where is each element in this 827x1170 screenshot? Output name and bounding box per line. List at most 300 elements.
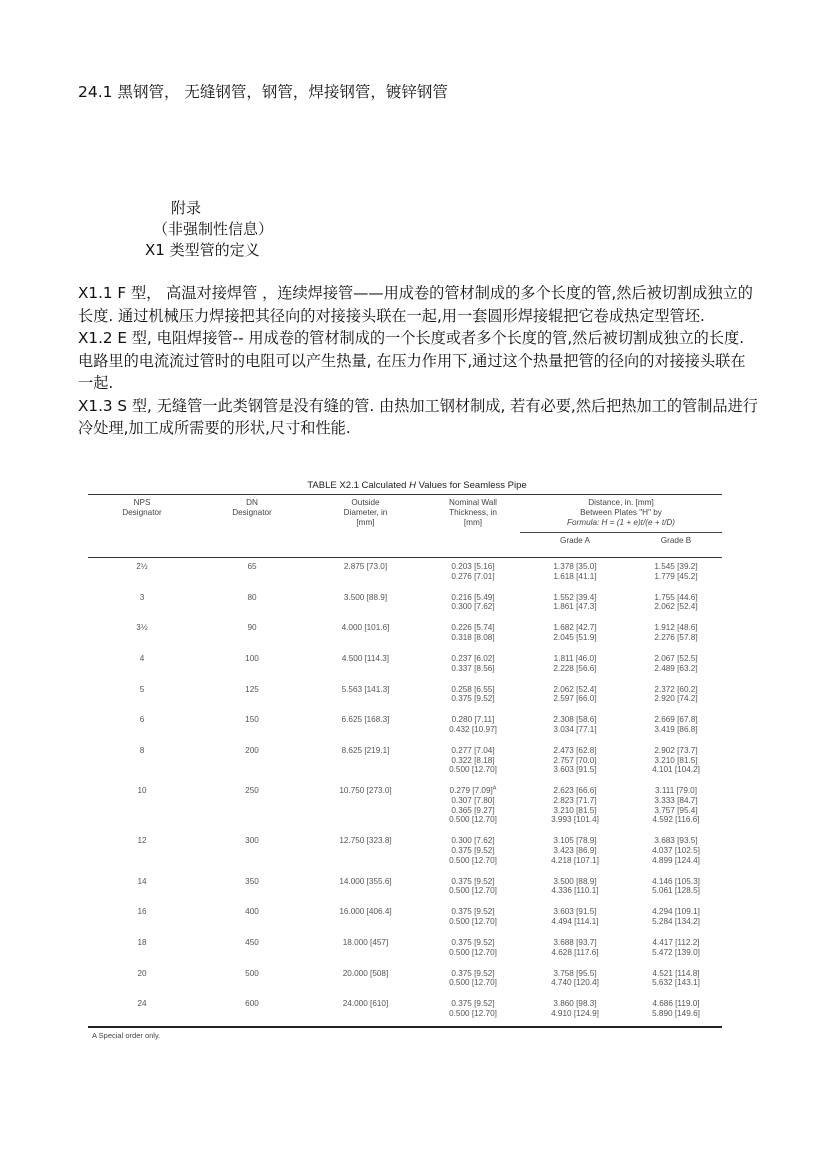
cell-wall-thickness-value	[423, 623, 523, 633]
cell-wall-thickness-value	[423, 756, 523, 766]
cell-text: 0.375 [9.52]	[451, 845, 495, 855]
cell-wall-thickness	[423, 715, 523, 734]
cell-text: 2.757 [70.0]	[553, 755, 597, 765]
table-footnote: A Special order only.	[92, 1031, 161, 1040]
cell-grade-a	[520, 938, 630, 957]
cell-dn: 600	[245, 999, 259, 1009]
cell-grade-b-value	[630, 907, 722, 917]
cell-text: 3.603 [91.5]	[553, 765, 597, 775]
table-row	[88, 715, 722, 746]
cell-wall-thickness-value	[423, 938, 523, 948]
cell-wall-thickness	[423, 907, 523, 926]
header-text: Designator	[122, 508, 162, 517]
cell-text: 3.757 [95.4]	[654, 805, 698, 815]
cell-grade-a-value	[520, 836, 630, 846]
definition-x1-2: X1.2 E 型, 电阻焊接管-- 用成卷的管材制成的一个长度或者多个长度的管,然后被切割成独立的长度.电路里的电流流过管时的电阻可以产生热量, 在压力作用下,通过这个热量把管的径向的对接接头联在一起.	[78, 329, 746, 392]
cell-text: 4.899 [124.4]	[652, 855, 700, 865]
cell-wall-thickness	[423, 654, 523, 673]
cell-grade-b-value	[630, 572, 722, 582]
cell-text: 0.375 [9.52]	[451, 999, 495, 1009]
cell-grade-b-value	[630, 756, 722, 766]
cell-grade-a-value	[520, 633, 630, 643]
cell-outside-diameter: 20.000 [508]	[342, 968, 389, 978]
cell-text: 1.755 [44.6]	[654, 592, 698, 602]
table-row	[88, 593, 722, 624]
cell-grade-a	[520, 969, 630, 988]
table-row	[88, 938, 722, 969]
cell-nps: 8	[139, 746, 145, 756]
cell-dn: 350	[245, 876, 259, 886]
cell-grade-b	[630, 746, 722, 775]
cell-grade-b-value	[630, 806, 722, 816]
cell-text: 0.277 [7.04]	[451, 746, 495, 756]
header-text: NPS	[133, 498, 151, 507]
cell-text: 0.216 [5.49]	[451, 592, 495, 602]
cell-text: 2.473 [62.8]	[553, 746, 597, 756]
cell-text: 4.628 [117.6]	[551, 947, 599, 957]
definitions	[78, 282, 758, 440]
cell-grade-b-value	[630, 623, 722, 633]
cell-grade-b-value	[630, 948, 722, 958]
cell-text: 0.500 [12.70]	[449, 1008, 497, 1018]
cell-grade-b-value	[630, 796, 722, 806]
cell-wall-thickness	[423, 562, 523, 581]
header-dn	[196, 498, 308, 518]
table-row	[88, 623, 722, 654]
cell-text: 0.500 [12.70]	[449, 855, 497, 865]
cell-grade-b-value	[630, 815, 722, 825]
cell-grade-b-value	[630, 664, 722, 674]
cell-dn: 300	[245, 836, 259, 846]
cell-text: 2.623 [66.6]	[553, 786, 597, 796]
cell-text: 2.597 [66.0]	[553, 694, 597, 704]
cell-grade-a	[520, 786, 630, 824]
cell-wall-thickness-value	[423, 746, 523, 756]
cell-wall-thickness-value	[423, 907, 523, 917]
header-formula: Formula: H = (1 + e)t/(e + t/D)	[566, 518, 676, 527]
cell-text: 2.669 [67.8]	[654, 715, 698, 725]
cell-text: 0.375 [9.52]	[451, 694, 495, 704]
cell-text: 3.333 [84.7]	[654, 796, 698, 806]
cell-text: 0.276 [7.01]	[451, 571, 495, 581]
cell-dn: 200	[245, 746, 259, 756]
cell-dn: 80	[247, 592, 257, 602]
cell-grade-a-value	[520, 999, 630, 1009]
cell-text: 2.228 [56.6]	[553, 663, 597, 673]
cell-text: 3.500 [88.9]	[553, 876, 597, 886]
cell-grade-a-value	[520, 664, 630, 674]
cell-text: 0.300 [7.62]	[451, 602, 495, 612]
cell-grade-a-value	[520, 756, 630, 766]
cell-text: 4.686 [119.0]	[652, 999, 700, 1009]
cell-text: 3.758 [95.5]	[553, 968, 597, 978]
cell-wall-thickness-value	[423, 917, 523, 927]
cell-text: 4.494 [114.1]	[551, 916, 599, 926]
cell-wall-thickness	[423, 836, 523, 865]
table-bottom-rule	[88, 1026, 722, 1028]
cell-grade-a	[520, 685, 630, 704]
table-row	[88, 786, 722, 836]
cell-text: 2.372 [60.2]	[654, 684, 698, 694]
cell-grade-a	[520, 746, 630, 775]
cell-text: 2.489 [63.2]	[654, 663, 698, 673]
cell-dn: 500	[245, 968, 259, 978]
cell-text: 0.237 [6.02]	[451, 654, 495, 664]
table-header-rule	[88, 557, 722, 558]
cell-wall-thickness-value	[423, 562, 523, 572]
footnote-marker: A	[492, 785, 497, 792]
cell-grade-a-value	[520, 654, 630, 664]
cell-grade-b	[630, 593, 722, 612]
cell-grade-b-value	[630, 846, 722, 856]
cell-text: 4.740 [120.4]	[551, 978, 599, 988]
cell-outside-diameter: 3.500 [88.9]	[343, 592, 388, 602]
cell-grade-b-value	[630, 694, 722, 704]
header-text: Outside	[351, 498, 380, 507]
cell-grade-b	[630, 969, 722, 988]
cell-grade-b	[630, 715, 722, 734]
cell-text: 3.688 [93.7]	[553, 937, 597, 947]
cell-nps: 20	[137, 968, 147, 978]
cell-text: 0.258 [6.55]	[451, 684, 495, 694]
cell-outside-diameter: 8.625 [219.1]	[341, 746, 390, 756]
cell-wall-thickness-value	[423, 572, 523, 582]
cell-text: 2.045 [51.9]	[553, 632, 597, 642]
cell-text: 4.037 [102.5]	[652, 845, 700, 855]
cell-text: 5.632 [143.1]	[652, 978, 700, 988]
appendix-section-title: X1 类型管的定义	[145, 241, 260, 259]
table-row	[88, 836, 722, 876]
cell-grade-b	[630, 786, 722, 824]
cell-grade-b	[630, 999, 722, 1018]
cell-text: 1.811 [46.0]	[553, 654, 597, 664]
appendix-subtitle: （非强制性信息）	[153, 220, 274, 238]
cell-wall-thickness	[423, 786, 523, 824]
cell-text: 0.365 [9.27]	[451, 805, 495, 815]
cell-grade-b-value	[630, 746, 722, 756]
cell-text: 3.423 [86.9]	[553, 845, 597, 855]
cell-text: 3.111 [79.0]	[654, 786, 698, 796]
cell-dn: 400	[245, 907, 259, 917]
cell-text: 0.375 [9.52]	[451, 968, 495, 978]
cell-grade-b-value	[630, 715, 722, 725]
cell-wall-thickness-value	[423, 969, 523, 979]
cell-grade-a-value	[520, 978, 630, 988]
cell-text: 4.294 [109.1]	[652, 907, 700, 917]
cell-text: 0.500 [12.70]	[449, 815, 497, 825]
cell-dn: 250	[245, 786, 259, 796]
cell-grade-a-value	[520, 725, 630, 735]
cell-wall-thickness	[423, 685, 523, 704]
header-distance	[520, 498, 722, 528]
cell-grade-b-value	[630, 978, 722, 988]
cell-wall-thickness-value	[423, 593, 523, 603]
cell-wall-thickness-value	[423, 886, 523, 896]
cell-text: 0.322 [8.18]	[451, 755, 495, 765]
table-row	[88, 969, 722, 1000]
cell-grade-a	[520, 836, 630, 865]
cell-wall-thickness	[423, 969, 523, 988]
header-nps	[88, 498, 196, 518]
cell-grade-a-value	[520, 846, 630, 856]
cell-outside-diameter: 10.750 [273.0]	[339, 786, 392, 796]
table-row	[88, 685, 722, 716]
cell-grade-a	[520, 623, 630, 642]
definition-x1-1: X1.1 F 型， 高温对接焊管 ，连续焊接管——用成卷的管材制成的多个长度的管,然后被切割成独立的长度. 通过机械压力焊接把其径向的对接接头联在一起,用一套圆形焊接辊把它卷成热定型管坯.	[78, 284, 753, 325]
table-row	[88, 877, 722, 908]
table-title-suffix: Values for Seamless Pipe	[415, 480, 527, 491]
cell-wall-thickness-value	[423, 978, 523, 988]
cell-nps: 2½	[136, 562, 148, 571]
cell-text: 3.210 [81.5]	[654, 755, 698, 765]
cell-text: 1.912 [48.6]	[654, 623, 698, 633]
cell-grade-a-value	[520, 786, 630, 796]
table-title-var: H	[409, 480, 416, 491]
cell-nps: 10	[137, 786, 147, 796]
cell-text: 2.062 [52.4]	[654, 602, 698, 612]
cell-wall-thickness-value	[423, 786, 523, 796]
cell-outside-diameter: 5.563 [141.3]	[341, 684, 390, 694]
cell-wall-thickness-value	[423, 846, 523, 856]
cell-nps: 3	[139, 592, 145, 602]
appendix-header	[145, 198, 273, 261]
cell-wall-thickness-value	[423, 602, 523, 612]
table-body	[88, 562, 722, 1030]
cell-wall-thickness	[423, 938, 523, 957]
cell-wall-thickness-value	[423, 694, 523, 704]
cell-text: 0.500 [12.70]	[449, 765, 497, 775]
cell-wall-thickness-value	[423, 877, 523, 887]
cell-grade-b	[630, 836, 722, 865]
cell-grade-a-value	[520, 715, 630, 725]
cell-text: 0.203 [5.16]	[451, 562, 495, 571]
appendix-title: 附录	[171, 199, 202, 217]
cell-dn: 65	[247, 562, 257, 571]
cell-dn: 150	[245, 715, 259, 725]
cell-wall-thickness	[423, 623, 523, 642]
cell-grade-a-value	[520, 572, 630, 582]
header-grade-a: Grade A	[559, 536, 591, 545]
cell-outside-diameter: 18.000 [457]	[342, 937, 389, 947]
cell-grade-a	[520, 593, 630, 612]
cell-grade-a	[520, 715, 630, 734]
cell-text: 0.432 [10.97]	[449, 725, 497, 735]
cell-text: 3.683 [93.5]	[654, 836, 698, 846]
cell-wall-thickness-value	[423, 725, 523, 735]
cell-grade-b-value	[630, 685, 722, 695]
cell-wall-thickness	[423, 999, 523, 1018]
header-text: [mm]	[356, 518, 375, 527]
cell-text: 4.336 [110.1]	[551, 886, 599, 896]
cell-wall-thickness-value	[423, 765, 523, 775]
cell-text: 5.061 [128.5]	[652, 886, 700, 896]
cell-text: 5.284 [134.2]	[652, 916, 700, 926]
cell-wall-thickness-value	[423, 685, 523, 695]
definition-x1-3: X1.3 S 型, 无缝管一此类钢管是没有缝的管. 由热加工钢材制成, 若有必要,然后把热加工的管制品进行冷处理,加工成所需要的形状,尺寸和性能.	[78, 396, 758, 437]
cell-text: 0.500 [12.70]	[449, 947, 497, 957]
header-outside-diameter	[308, 498, 423, 528]
cell-text: 0.500 [12.70]	[449, 916, 497, 926]
cell-grade-a-value	[520, 806, 630, 816]
cell-text: 1.618 [41.1]	[553, 571, 597, 581]
cell-wall-thickness	[423, 746, 523, 775]
cell-text: 5.472 [139.0]	[652, 947, 700, 957]
cell-text: 2.823 [71.7]	[553, 796, 597, 806]
cell-grade-a-value	[520, 623, 630, 633]
cell-grade-a	[520, 877, 630, 896]
cell-text: 4.417 [112.2]	[652, 937, 700, 947]
cell-grade-a	[520, 562, 630, 581]
cell-grade-a-value	[520, 917, 630, 927]
cell-text: 5.890 [149.6]	[652, 1008, 700, 1018]
cell-dn: 100	[245, 654, 259, 664]
cell-text: 3.419 [86.8]	[654, 725, 698, 735]
cell-grade-b-value	[630, 786, 722, 796]
cell-grade-a	[520, 654, 630, 673]
cell-text: 1.552 [39.4]	[553, 592, 597, 602]
cell-grade-b-value	[630, 765, 722, 775]
table-row	[88, 746, 722, 786]
cell-grade-b	[630, 654, 722, 673]
cell-grade-b-value	[630, 856, 722, 866]
cell-grade-b-value	[630, 562, 722, 572]
cell-text: 0.375 [9.52]	[451, 876, 495, 886]
header-text: Nominal Wall	[449, 498, 497, 507]
cell-grade-a-value	[520, 765, 630, 775]
cell-wall-thickness-value	[423, 664, 523, 674]
cell-grade-b	[630, 685, 722, 704]
cell-nps: 4	[139, 654, 145, 664]
cell-text: 3.860 [98.3]	[553, 999, 597, 1009]
table-row	[88, 907, 722, 938]
cell-grade-a-value	[520, 886, 630, 896]
cell-text: 2.920 [74.2]	[654, 694, 698, 704]
cell-grade-b-value	[630, 593, 722, 603]
cell-grade-a-value	[520, 815, 630, 825]
cell-text: 0.318 [8.08]	[451, 632, 495, 642]
table-row	[88, 562, 722, 593]
header-text: [mm]	[463, 518, 483, 527]
cell-text: 2.062 [52.4]	[553, 684, 597, 694]
cell-text: 3.993 [101.4]	[551, 815, 599, 825]
cell-grade-a-value	[520, 562, 630, 572]
cell-wall-thickness-value	[423, 948, 523, 958]
header-text: Diameter, in	[343, 508, 388, 517]
cell-grade-a-value	[520, 694, 630, 704]
header-grade-b: Grade B	[660, 536, 692, 545]
cell-grade-a-value	[520, 938, 630, 948]
cell-wall-thickness-value	[423, 633, 523, 643]
cell-text: 0.337 [8.56]	[451, 663, 495, 673]
section-heading: 24.1 黑钢管， 无缝钢管，钢管，焊接钢管，镀锌钢管	[78, 83, 448, 101]
cell-grade-a-value	[520, 877, 630, 887]
cell-nps: 24	[137, 999, 147, 1009]
cell-dn: 125	[245, 684, 259, 694]
header-text: DN	[246, 498, 258, 507]
table-x2-1	[88, 478, 722, 1040]
cell-grade-a-value	[520, 948, 630, 958]
cell-grade-b	[630, 623, 722, 642]
cell-grade-a-value	[520, 602, 630, 612]
cell-wall-thickness-value	[423, 815, 523, 825]
cell-wall-thickness-value	[423, 654, 523, 664]
header-text: Thickness, in	[449, 508, 497, 517]
cell-nps: 18	[137, 937, 147, 947]
cell-grade-b	[630, 562, 722, 581]
cell-outside-diameter: 24.000 [610]	[342, 999, 389, 1009]
cell-wall-thickness-value	[423, 715, 523, 725]
cell-grade-b-value	[630, 877, 722, 887]
cell-text: 4.101 [104.2]	[652, 765, 700, 775]
cell-text: 2.276 [57.8]	[654, 632, 698, 642]
table-title	[88, 478, 722, 493]
distance-sub-rule	[520, 532, 722, 533]
cell-text: 2.067 [52.5]	[654, 654, 698, 664]
cell-outside-diameter: 16.000 [406.4]	[339, 907, 392, 917]
cell-nps: 12	[137, 836, 147, 846]
cell-text: 0.307 [7.80]	[451, 796, 495, 806]
cell-wall-thickness-value	[423, 999, 523, 1009]
cell-grade-a	[520, 907, 630, 926]
cell-grade-b	[630, 907, 722, 926]
cell-text: 1.682 [42.7]	[553, 623, 597, 633]
cell-grade-a-value	[520, 746, 630, 756]
cell-nps: 14	[137, 876, 147, 886]
cell-grade-b-value	[630, 654, 722, 664]
cell-text: 3.105 [78.9]	[553, 836, 597, 846]
cell-text: 1.779 [45.2]	[654, 571, 698, 581]
cell-text: 0.226 [5.74]	[451, 623, 495, 633]
cell-text: 4.592 [116.6]	[652, 815, 700, 825]
cell-text: 4.910 [124.9]	[551, 1008, 599, 1018]
cell-outside-diameter: 12.750 [323.8]	[339, 836, 392, 846]
header-text: Distance, in. [mm]	[588, 498, 654, 507]
table-top-rule	[88, 494, 722, 495]
cell-text: 0.500 [12.70]	[449, 886, 497, 896]
cell-text: 1.545 [39.2]	[654, 562, 698, 571]
cell-grade-a-value	[520, 593, 630, 603]
header-text: Between Plates "H" by	[580, 508, 662, 517]
cell-text: 2.902 [73.7]	[654, 746, 698, 756]
cell-text: 4.521 [114.8]	[652, 968, 700, 978]
cell-nps: 6	[139, 715, 145, 725]
cell-wall-thickness-value	[423, 836, 523, 846]
cell-grade-b-value	[630, 969, 722, 979]
cell-text: 0.375 [9.52]	[451, 907, 495, 917]
cell-text: 4.218 [107.1]	[551, 855, 599, 865]
table-row	[88, 654, 722, 685]
cell-wall-thickness-value	[423, 796, 523, 806]
cell-grade-b-value	[630, 999, 722, 1009]
cell-wall-thickness-value	[423, 1009, 523, 1019]
cell-dn: 450	[245, 937, 259, 947]
cell-grade-b-value	[630, 725, 722, 735]
cell-grade-b-value	[630, 886, 722, 896]
cell-wall-thickness	[423, 877, 523, 896]
cell-grade-b-value	[630, 836, 722, 846]
cell-outside-diameter: 6.625 [168.3]	[341, 715, 390, 725]
cell-text: 0.279 [7.09]	[449, 786, 493, 796]
cell-grade-a-value	[520, 907, 630, 917]
cell-text: 3.034 [77.1]	[553, 725, 597, 735]
cell-text: 3.603 [91.5]	[553, 907, 597, 917]
cell-outside-diameter: 4.500 [114.3]	[341, 654, 390, 664]
header-wall-thickness	[423, 498, 523, 528]
cell-text: 2.308 [58.6]	[553, 715, 597, 725]
cell-grade-b	[630, 938, 722, 957]
cell-grade-a-value	[520, 685, 630, 695]
cell-grade-a-value	[520, 856, 630, 866]
